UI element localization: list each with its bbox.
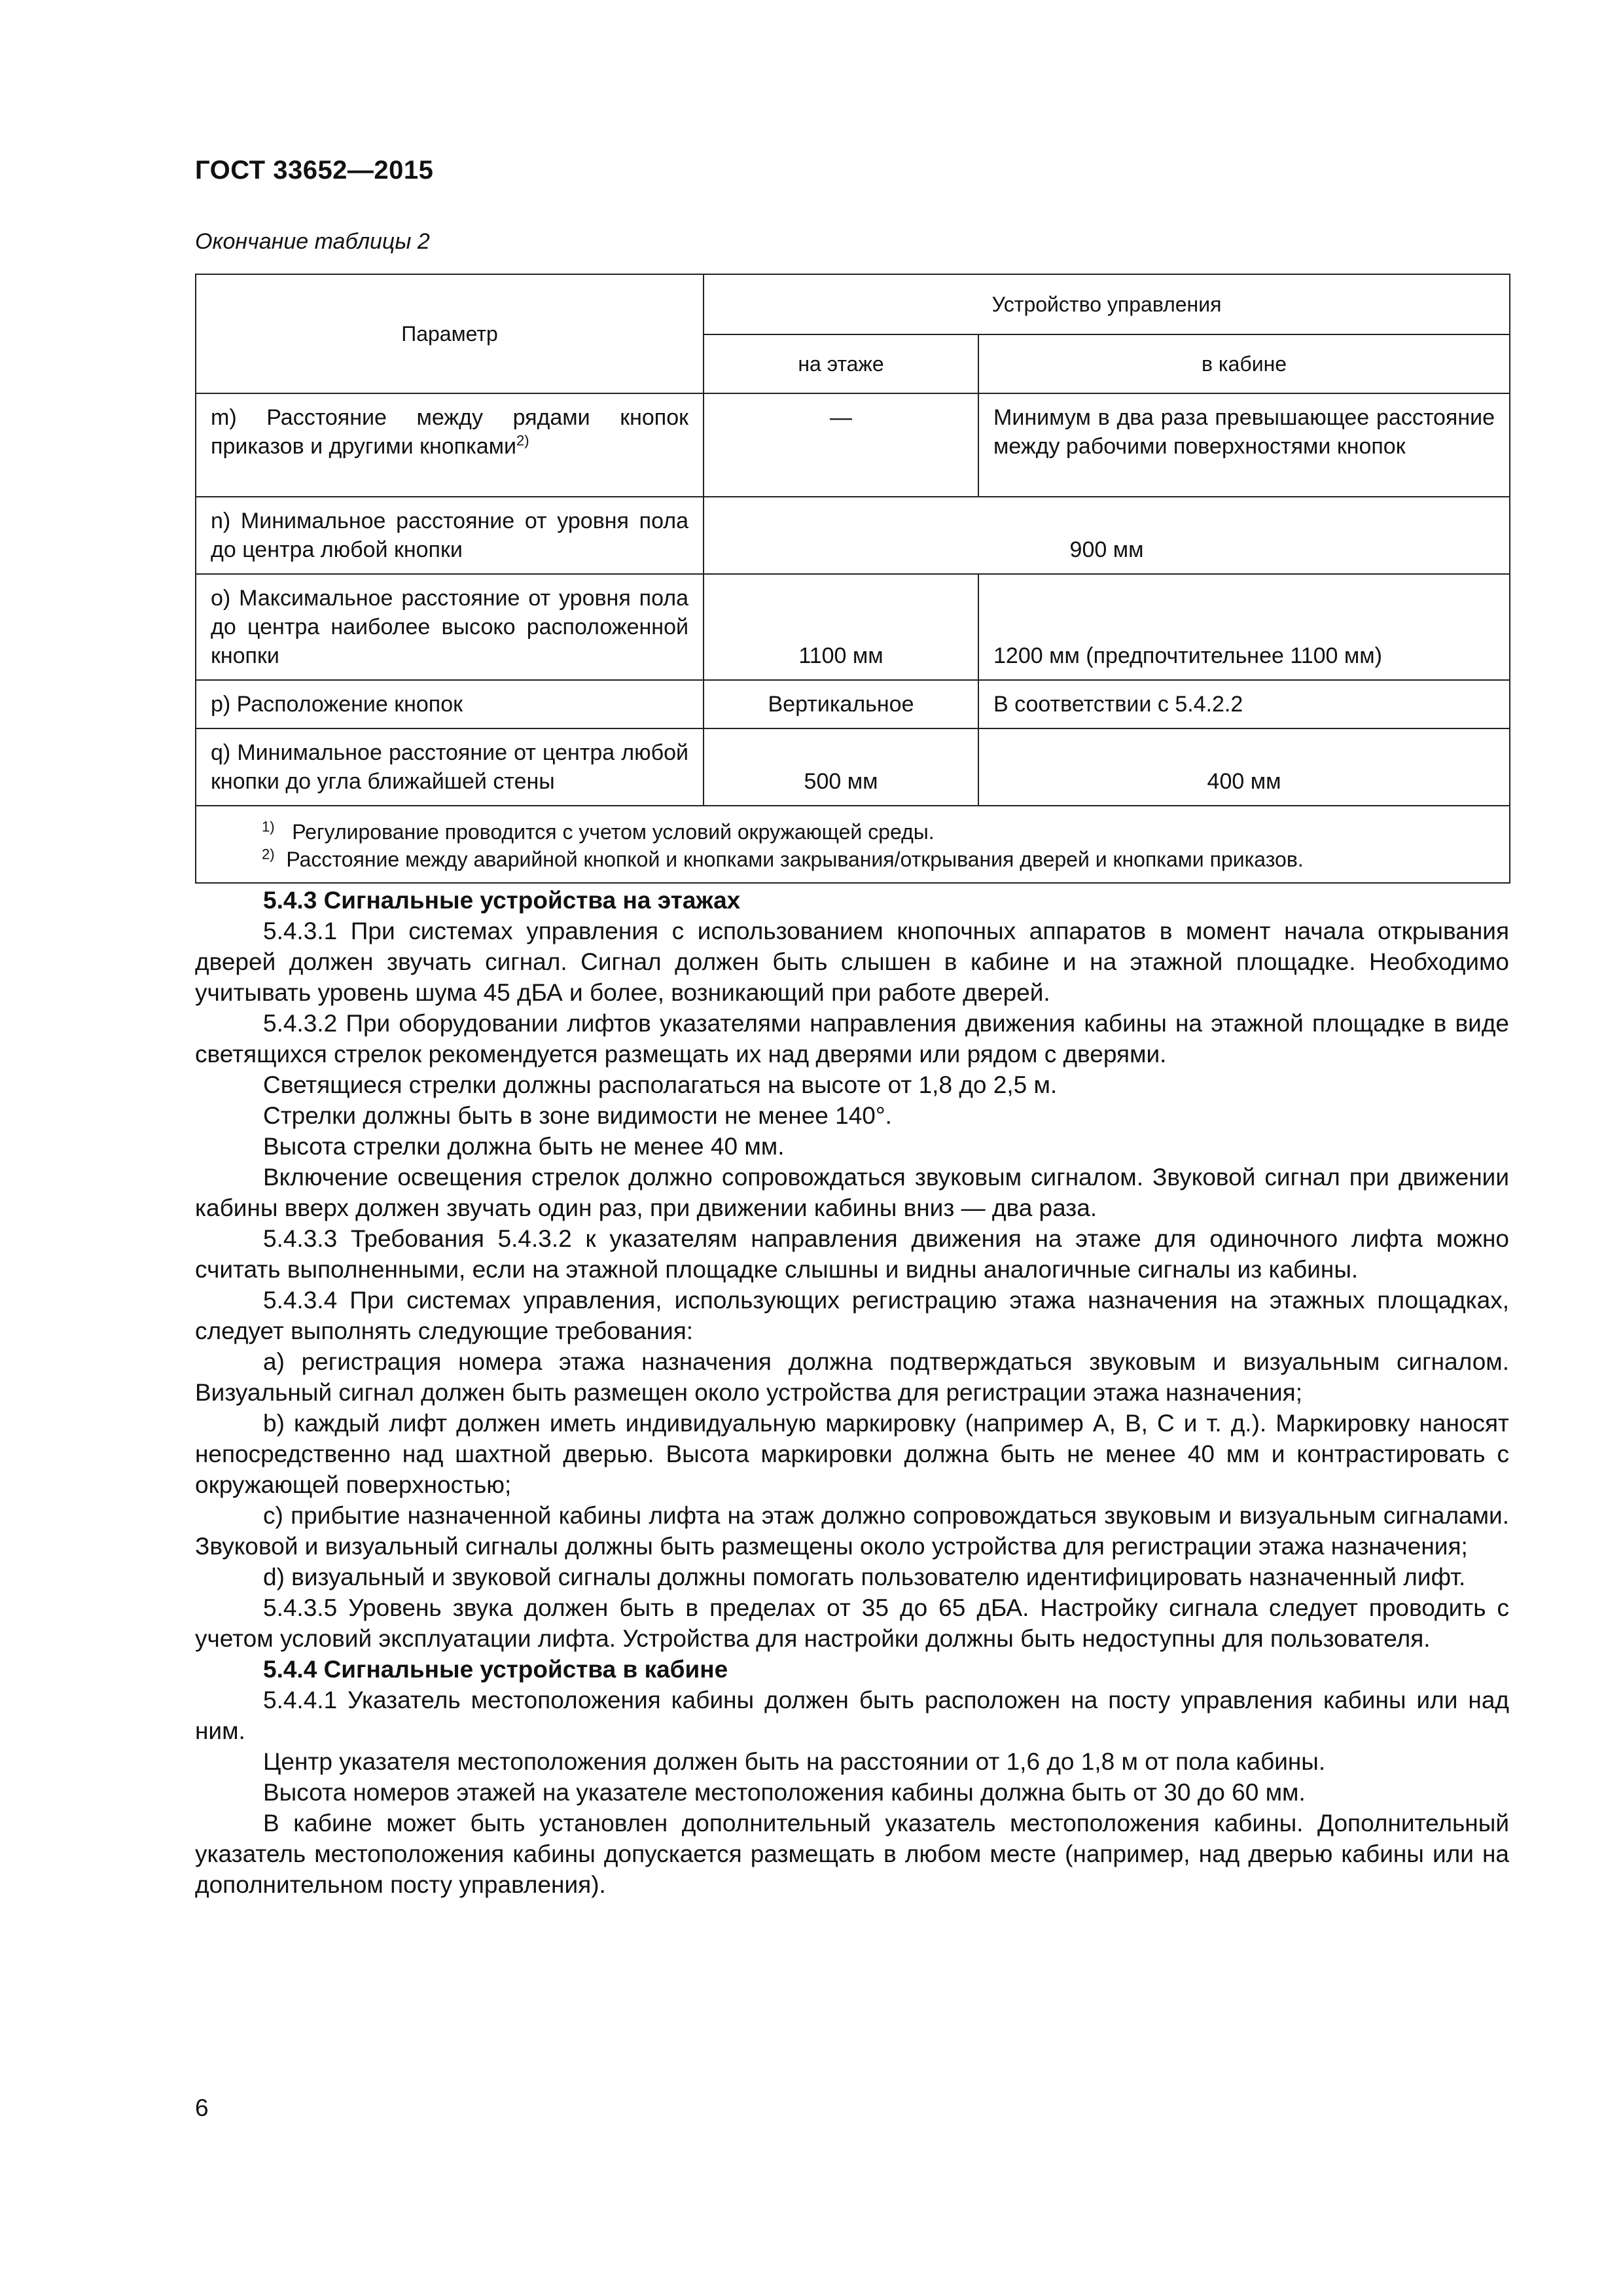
paragraph: 5.4.4.1 Указатель местоположения кабины должен быть расположен на посту управления кабины или над ним.: [195, 1687, 1509, 1744]
table-row: [196, 574, 1510, 680]
param-text: m) Расстояние между рядами кнопок приказов и другими кнопками: [211, 405, 688, 459]
paragraph: Включение освещения стрелок должно сопровождаться звуковым сигналом. Звуковой сигнал при движении кабины вверх должен звучать один раз, при движении кабины вниз — два раза.: [195, 1164, 1509, 1221]
paragraph: Высота стрелки должна быть не менее 40 мм.: [263, 1133, 785, 1160]
paragraph: Центр указателя местоположения должен быть на расстоянии от 1,6 до 1,8 м от пола кабины.: [263, 1748, 1326, 1775]
paragraph: c) прибытие назначенной кабины лифта на этаж должно сопровождаться звуковым и визуальным сигналами. Звуковой и визуальный сигналы должны быть размещены около устройства для регистрации этажа назначения;: [195, 1502, 1509, 1560]
header-in-cabin: в кабине: [978, 334, 1510, 393]
cabin-value: В соответствии с 5.4.2.2: [978, 680, 1510, 728]
footnote-text: Расстояние между аварийной кнопкой и кнопками закрывания/открывания дверей и кнопками приказов.: [286, 848, 1304, 871]
paragraph: 5.4.3.4 При системах управления, использующих регистрацию этажа назначения на этажных площадках, следует выполнять следующие требования:: [195, 1287, 1509, 1344]
page-number: 6: [195, 2094, 209, 2121]
both-value: 900 мм: [704, 497, 1510, 574]
floor-value: 500 мм: [704, 728, 978, 806]
table-caption: Окончание таблицы 2: [195, 229, 430, 254]
requirements-table: [195, 274, 1510, 884]
body-text: [195, 885, 1509, 1900]
floor-value: Вертикальное: [704, 680, 978, 728]
cabin-value: Минимум в два раза превышающее расстояние между рабочими поверхностями кнопок: [978, 393, 1510, 497]
paragraph: 5.4.3.2 При оборудовании лифтов указателями направления движения кабины на этажной площадке в виде светящихся стрелок рекомендуется размещать их над дверями или рядом с дверями.: [195, 1010, 1509, 1067]
section-heading: 5.4.4 Сигнальные устройства в кабине: [263, 1656, 728, 1683]
param-cell: q) Минимальное расстояние от центра любой кнопки до угла ближайшей стены: [196, 728, 704, 806]
paragraph: Стрелки должны быть в зоне видимости не менее 140°.: [263, 1102, 892, 1129]
footnote-mark: 2): [262, 846, 275, 863]
table-row: [196, 728, 1510, 806]
paragraph: b) каждый лифт должен иметь индивидуальную маркировку (например А, В, С и т. д.). Маркировку наносят непосредственно над шахтной дверью. Высота маркировки должна быть не менее 40 мм и контрастировать с окружающей поверхностью;: [195, 1410, 1509, 1498]
paragraph: 5.4.3.3 Требования 5.4.3.2 к указателям направления движения на этаже для одиночного лифта можно считать выполненными, если на этажной площадке слышны и видны аналогичные сигналы из кабины.: [195, 1225, 1509, 1283]
table-row: [196, 393, 1510, 497]
paragraph: d) визуальный и звуковой сигналы должны помогать пользователю идентифицировать назначенный лифт.: [263, 1564, 1466, 1590]
table-row: [196, 497, 1510, 574]
paragraph: Светящиеся стрелки должны располагаться на высоте от 1,8 до 2,5 м.: [263, 1071, 1058, 1098]
footnote-mark: 1): [262, 818, 275, 835]
footnote: [211, 846, 1495, 873]
paragraph: 5.4.3.1 При системах управления с использованием кнопочных аппаратов в момент начала открывания дверей должен звучать сигнал. Сигнал должен быть слышен в кабине и на этажной площадке. Необходимо учитывать уровень шума 45 дБА и более, возникающий при работе дверей.: [195, 918, 1509, 1006]
paragraph: а) регистрация номера этажа назначения должна подтверждаться звуковым и визуальным сигналом. Визуальный сигнал должен быть размещен около устройства для регистрации этажа назначения;: [195, 1348, 1509, 1406]
header-param: Параметр: [196, 274, 704, 393]
cabin-value: 1200 мм (предпочтительнее 1100 мм): [978, 574, 1510, 680]
floor-value: 1100 мм: [704, 574, 978, 680]
footnote: [211, 818, 1495, 846]
paragraph: 5.4.3.5 Уровень звука должен быть в пределах от 35 до 65 дБА. Настройку сигнала следует проводить с учетом условий эксплуатации лифта. Устройства для настройки должны быть недоступны для пользователя.: [195, 1594, 1509, 1652]
footnotes-cell: [196, 806, 1510, 883]
param-cell: o) Максимальное расстояние от уровня пола до центра наиболее высоко расположенной кнопки: [196, 574, 704, 680]
header-on-floor: на этаже: [704, 334, 978, 393]
param-cell: n) Минимальное расстояние от уровня пола до центра любой кнопки: [196, 497, 704, 574]
header-control-device: Устройство управления: [704, 274, 1510, 334]
paragraph: В кабине может быть установлен дополнительный указатель местоположения кабины. Дополнительный указатель местоположения кабины допускается размещать в любом месте (например, над дверью кабины или на дополнительном посту управления).: [195, 1810, 1509, 1898]
floor-value: —: [704, 393, 978, 497]
table-row: [196, 680, 1510, 728]
standard-header: ГОСТ 33652—2015: [195, 156, 434, 185]
footnotes-row: [196, 806, 1510, 883]
param-cell: p) Расположение кнопок: [196, 680, 704, 728]
footnote-ref: 2): [516, 432, 529, 449]
section-heading: 5.4.3 Сигнальные устройства на этажах: [263, 887, 741, 914]
param-cell: [196, 393, 704, 497]
footnote-text: Регулирование проводится с учетом условий окружающей среды.: [292, 820, 935, 844]
cabin-value: 400 мм: [978, 728, 1510, 806]
paragraph: Высота номеров этажей на указателе местоположения кабины должна быть от 30 до 60 мм.: [263, 1779, 1306, 1806]
